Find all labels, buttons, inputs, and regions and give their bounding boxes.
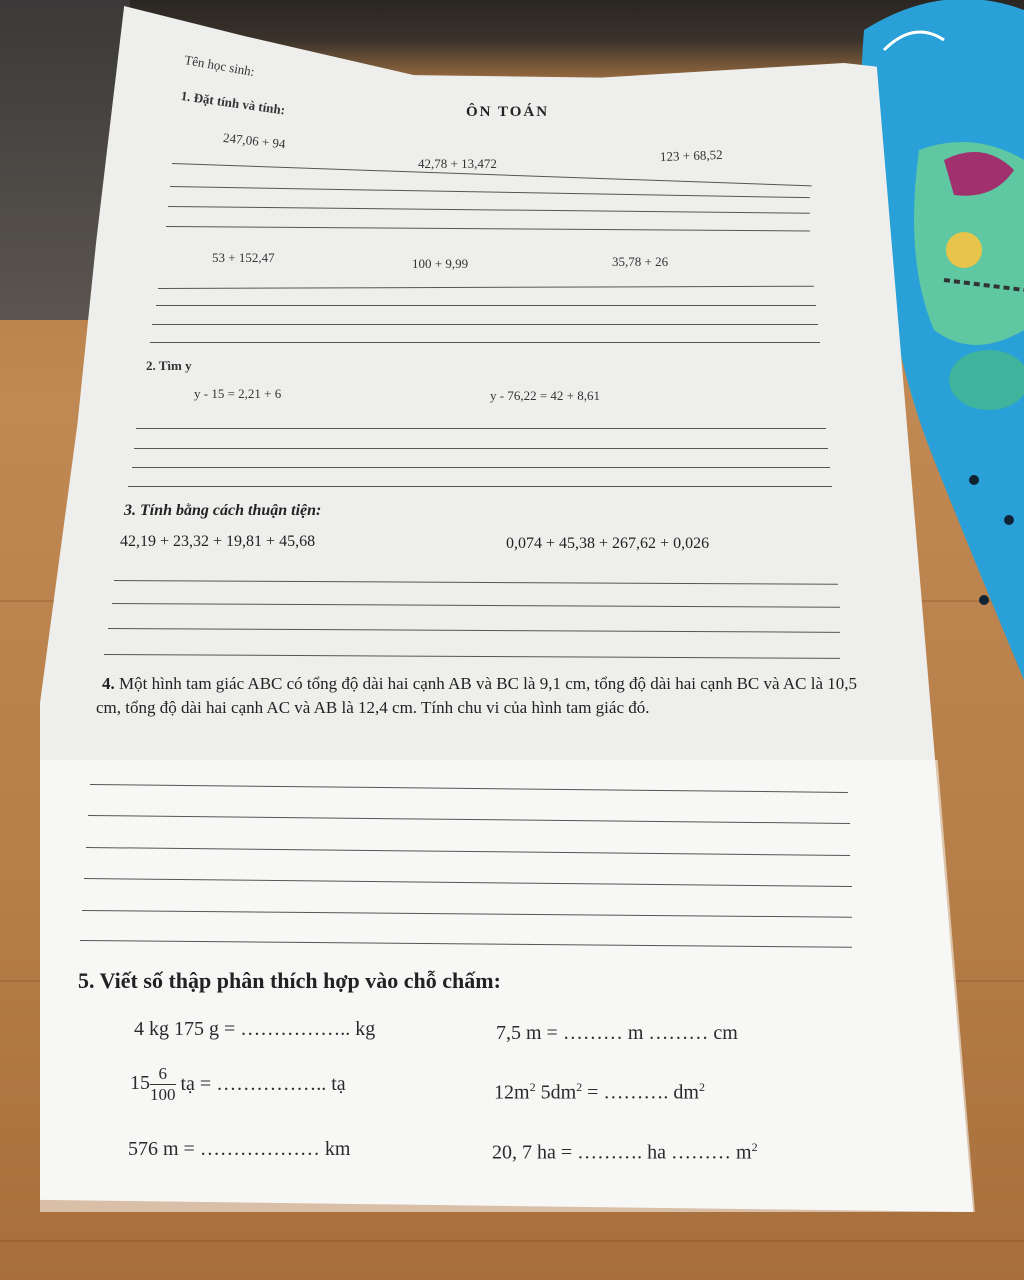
question-4-text: Một hình tam giác ABC có tổng độ dài hai cạnh AB và BC là 9,1 cm, tổng độ dài hai cạnh BC và AC là 10,5 cm, tổng độ dài hai cạnh AC và AB là 12,4 cm. Tính chu vi của hình tam giác đó. [96, 674, 857, 717]
q5-exp: 2 [698, 1080, 705, 1094]
q5-item-km: 576 m = ……………… km [128, 1138, 351, 1160]
answer-line [152, 324, 818, 325]
worksheet-title: ÔN TOÁN [466, 104, 550, 120]
question-3-label: 3. Tính bằng cách thuận tiện: [124, 502, 322, 519]
q5-area-dm: 5dm [535, 1081, 577, 1104]
q5-area-answer: = ………. dm [582, 1081, 699, 1104]
answer-line [150, 342, 820, 343]
student-name-label: Tên học sinh: [183, 52, 256, 80]
q1-expr-3: 123 + 68,52 [659, 146, 723, 165]
q1-expr-1: 247,06 + 94 [222, 130, 287, 152]
q5-item-ta [130, 1064, 346, 1105]
q2-equation-2: y - 76,22 = 42 + 8,61 [490, 388, 600, 403]
q3-expression-2: 0,074 + 45,38 + 267,62 + 0,026 [506, 535, 710, 552]
q5-fraction-denominator: 100 [150, 1085, 176, 1104]
q5-exp: 2 [751, 1140, 758, 1154]
q5-item-ha [492, 1140, 758, 1165]
q5-area-m: 12m [494, 1081, 530, 1104]
q5-ha-text: 20, 7 ha = ………. ha ……… m [492, 1141, 752, 1164]
answer-line [128, 486, 832, 487]
answer-line [134, 448, 828, 449]
q5-exp: 2 [576, 1080, 583, 1094]
answer-line [136, 428, 826, 429]
q5-fraction-whole: 15 [130, 1072, 150, 1095]
q1-expr-5: 100 + 9,99 [412, 256, 469, 271]
question-5-label: 5. Viết số thập phân thích hợp vào chỗ chấm: [78, 968, 501, 993]
q5-fraction-rest: tạ = …………….. tạ [180, 1073, 346, 1095]
q5-item-kg: 4 kg 175 g = …………….. kg [134, 1018, 376, 1040]
question-2-label: 2. Tìm y [146, 358, 192, 373]
q5-fraction [150, 1064, 176, 1105]
q5-item-m-cm: 7,5 m = ……… m ……… cm [496, 1022, 738, 1044]
q3-expression-1: 42,19 + 23,32 + 19,81 + 45,68 [120, 533, 316, 550]
answer-line [132, 467, 830, 468]
q5-item-dm2 [494, 1080, 705, 1105]
question-4-number: 4. [102, 674, 115, 693]
question-1-label: 1. Đặt tính và tính: [179, 88, 287, 118]
q1-expr-6: 35,78 + 26 [612, 254, 669, 269]
question-4 [96, 672, 886, 720]
q1-expr-2: 42,78 + 13,472 [418, 156, 497, 171]
q5-fraction-numerator: 6 [150, 1064, 176, 1085]
q1-expr-4: 53 + 152,47 [212, 250, 275, 265]
q2-equation-1: y - 15 = 2,21 + 6 [194, 386, 282, 401]
q5-exp: 2 [529, 1080, 536, 1094]
answer-line [156, 305, 816, 306]
